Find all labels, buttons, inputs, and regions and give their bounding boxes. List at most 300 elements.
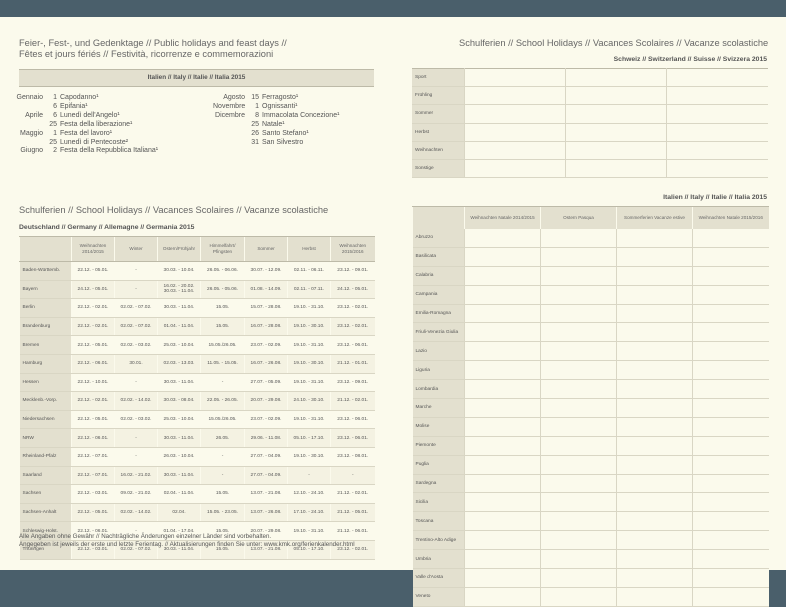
region-name: Toscana (413, 512, 465, 531)
region-name: Emilia-Romagna (413, 304, 465, 323)
switzerland-subtitle: Schweiz // Switzerland // Suisse // Svizzera 2015 (613, 56, 767, 63)
entry-cell[interactable] (541, 285, 617, 304)
holiday-range: 26.05. - 06.06. (201, 262, 245, 281)
entry-cell[interactable] (693, 323, 769, 342)
entry-cell[interactable] (465, 247, 541, 266)
entry-cell[interactable] (565, 141, 666, 159)
table-row (20, 280, 375, 299)
entry-cell[interactable] (617, 493, 693, 512)
holiday-range: 27.07. - 04.09. (245, 447, 288, 466)
table-row (20, 466, 375, 485)
holiday-range: 19.10. - 30.10. (288, 354, 331, 373)
table-row (413, 587, 769, 606)
table-row (412, 69, 768, 87)
entry-cell[interactable] (541, 323, 617, 342)
entry-cell[interactable] (617, 455, 693, 474)
holiday-range: 21.12. - 02.01. (331, 392, 375, 411)
entry-cell[interactable] (617, 229, 693, 247)
holiday-range: 22.12. - 06.01. (72, 522, 115, 541)
holiday-range: 19.10. - 31.10. (288, 522, 331, 541)
entry-cell[interactable] (617, 474, 693, 493)
state-name: Mecklenb.-Vorp. (20, 392, 72, 411)
entry-cell[interactable] (693, 229, 769, 247)
entry-cell[interactable] (617, 380, 693, 399)
holiday-range: 12.10. - 24.10. (288, 485, 331, 504)
holiday-range: 02.11. - 07.11. (288, 280, 331, 299)
footnote-1: Alle Angaben ohne Gewähr // Nachträgliche Änderungen einzelner Länder sind vorbehalten. (19, 533, 272, 540)
entry-cell[interactable] (541, 550, 617, 569)
holiday-range: 15.05./26.05. (201, 336, 245, 355)
holiday-name: Lunedì dell'Angelo¹ (60, 111, 120, 119)
holiday-day: 6 (53, 102, 57, 110)
region-name: Umbria (413, 550, 465, 569)
holiday-range: 22.12. - 05.01. (72, 503, 115, 522)
holiday-range: 15.05. (201, 317, 245, 336)
state-name: Hessen (20, 373, 72, 392)
column-header: Sommer (245, 237, 288, 262)
entry-cell[interactable] (464, 123, 565, 141)
region-name: Molise (413, 417, 465, 436)
entry-cell[interactable] (693, 380, 769, 399)
state-name: Brandenburg (20, 317, 72, 336)
entry-cell[interactable] (541, 247, 617, 266)
column-header: Himmelfahrt/ Pfingsten (201, 237, 245, 262)
holiday-range: 01.08. - 14.09. (245, 280, 288, 299)
entry-cell[interactable] (666, 105, 768, 123)
entry-cell[interactable] (541, 455, 617, 474)
holiday-range: 30.03. - 11.04. (158, 429, 201, 448)
entry-cell[interactable] (617, 436, 693, 455)
entry-cell[interactable] (541, 304, 617, 323)
entry-cell[interactable] (693, 399, 769, 418)
holiday-name: Festa del lavoro¹ (60, 129, 113, 137)
holiday-range: 15.07. - 28.08. (245, 299, 288, 318)
state-name: Bayern (20, 280, 72, 299)
table-row (20, 354, 375, 373)
holiday-range: 02.02. - 14.02. (115, 392, 158, 411)
entry-cell[interactable] (465, 512, 541, 531)
holiday-range: 05.10. - 17.10. (288, 429, 331, 448)
entry-cell[interactable] (693, 304, 769, 323)
entry-cell[interactable] (465, 285, 541, 304)
region-name: Campania (413, 285, 465, 304)
holiday-month (213, 121, 245, 130)
region-name: Lombardia (413, 380, 465, 399)
table-row (20, 410, 375, 429)
holiday-range: 23.12. - 09.01. (331, 373, 375, 392)
holiday-item (11, 130, 158, 139)
entry-cell[interactable] (465, 361, 541, 380)
entry-cell[interactable] (617, 304, 693, 323)
entry-cell[interactable] (541, 229, 617, 247)
holiday-range: 30.03. - 11.04. (158, 373, 201, 392)
holiday-month: Dicembre (215, 111, 245, 119)
entry-cell[interactable] (541, 436, 617, 455)
table-row (413, 531, 769, 550)
column-header: Sommerferien Vacanze estive (617, 207, 693, 230)
holiday-range: 30.07. - 12.09. (245, 262, 288, 281)
entry-cell[interactable] (666, 141, 768, 159)
holiday-range: 23.12. - 02.01. (331, 317, 375, 336)
holiday-day: 1 (53, 129, 57, 137)
holiday-range: 02.04. - 11.04. (158, 485, 201, 504)
table-row (413, 474, 769, 493)
table-row (413, 455, 769, 474)
holiday-range: 22.12. - 07.01. (72, 466, 115, 485)
entry-cell[interactable] (617, 323, 693, 342)
holiday-range: 27.07. - 05.09. (245, 373, 288, 392)
entry-cell[interactable] (465, 323, 541, 342)
holiday-day: 25 (251, 120, 259, 128)
entry-cell[interactable] (465, 474, 541, 493)
holiday-range: 02.02. - 07.02. (115, 540, 158, 559)
holiday-range: - (201, 373, 245, 392)
holiday-range: 30.03. - 08.04. (158, 392, 201, 411)
entry-cell[interactable] (666, 87, 768, 105)
holiday-name: Capodanno¹ (60, 94, 99, 101)
entry-cell[interactable] (541, 417, 617, 436)
holiday-month: Gennaio (16, 94, 43, 101)
entry-cell[interactable] (693, 417, 769, 436)
state-name: Saarland (20, 466, 72, 485)
entry-cell[interactable] (565, 87, 666, 105)
table-row (413, 323, 769, 342)
holiday-range: 17.10. - 24.10. (288, 503, 331, 522)
entry-cell[interactable] (541, 399, 617, 418)
entry-cell[interactable] (617, 417, 693, 436)
entry-cell[interactable] (541, 342, 617, 361)
holiday-name: Immacolata Concezione¹ (262, 111, 340, 119)
table-row (413, 399, 769, 418)
holiday-range: 27.07. - 04.09. (245, 466, 288, 485)
holiday-range: 23.12. - 02.01. (331, 540, 375, 559)
holiday-range: 21.12. - 06.01. (331, 522, 375, 541)
entry-cell[interactable] (465, 417, 541, 436)
region-name: Veneto (413, 587, 465, 606)
entry-cell[interactable] (464, 105, 565, 123)
entry-cell[interactable] (693, 342, 769, 361)
state-name: Thüringen (20, 540, 72, 559)
holidays-title-line2: Fêtes et jours fériés // Festività, ricorrenze e commemorazioni (19, 49, 274, 59)
holiday-range: 22.05. - 26.05. (201, 392, 245, 411)
holiday-day: 6 (53, 111, 57, 119)
holiday-name: Festa della liberazione¹ (60, 120, 133, 128)
entry-cell[interactable] (465, 587, 541, 606)
table-row (413, 247, 769, 266)
entry-cell[interactable] (541, 474, 617, 493)
table-row (412, 141, 768, 159)
holiday-range: - (115, 280, 158, 299)
entry-cell[interactable] (617, 266, 693, 285)
entry-cell[interactable] (617, 361, 693, 380)
entry-cell[interactable] (693, 266, 769, 285)
table-row (413, 569, 769, 588)
entry-cell[interactable] (617, 531, 693, 550)
holiday-month: Giugno (20, 147, 43, 155)
entry-cell[interactable] (464, 159, 565, 177)
state-name: Niedersachsen (20, 410, 72, 429)
holiday-range: 30.01. (115, 354, 158, 373)
table-row (413, 417, 769, 436)
holiday-name: Ferragosto¹ (262, 94, 299, 101)
table-row (20, 392, 375, 411)
region-name: Marche (413, 399, 465, 418)
entry-cell[interactable] (565, 105, 666, 123)
holiday-name: Festa della Repubblica Italiana¹ (60, 147, 159, 155)
entry-cell[interactable] (693, 361, 769, 380)
holiday-range: 30.03. - 11.04. (158, 466, 201, 485)
holiday-month: Agosto (223, 94, 245, 101)
holiday-range: 02.02. - 07.02. (115, 317, 158, 336)
holiday-month: Aprile (25, 111, 43, 119)
holiday-range: 19.10. - 30.10. (288, 317, 331, 336)
entry-cell[interactable] (541, 493, 617, 512)
holiday-range: - (115, 522, 158, 541)
table-row (413, 342, 769, 361)
region-name: Sicilia (413, 493, 465, 512)
table-row (20, 485, 375, 504)
entry-cell[interactable] (541, 512, 617, 531)
holiday-range: - (115, 262, 158, 281)
entry-cell[interactable] (465, 493, 541, 512)
italy-holidays-list-left (11, 94, 158, 156)
entry-cell[interactable] (465, 399, 541, 418)
holiday-item (11, 121, 158, 130)
holiday-range: 23.07. - 02.09. (245, 410, 288, 429)
entry-cell[interactable] (617, 512, 693, 531)
entry-cell[interactable] (693, 493, 769, 512)
table-row (20, 373, 375, 392)
holiday-range: 02.02. - 14.02. (115, 503, 158, 522)
region-name: Sardegna (413, 474, 465, 493)
region-name: Abruzzo (413, 229, 465, 247)
holiday-name: Santo Stefano¹ (262, 129, 309, 137)
holiday-day: 31 (251, 138, 259, 146)
holiday-range: 22.12. - 05.01. (72, 410, 115, 429)
table-row (413, 229, 769, 247)
entry-cell[interactable] (617, 569, 693, 588)
holiday-range: 16.07. - 26.08. (245, 354, 288, 373)
entry-cell[interactable] (666, 69, 768, 87)
holiday-range: 13.07. - 21.08. (245, 540, 288, 559)
season-label: Frühling (412, 87, 464, 105)
holiday-day: 1 (255, 102, 259, 110)
entry-cell[interactable] (565, 69, 666, 87)
holiday-item (213, 139, 339, 148)
holidays-title-line1: Feier-, Fest-, und Gedenktage // Public holidays and feast days // (19, 38, 287, 48)
season-label: Sommer (412, 105, 464, 123)
region-name: Piemonte (413, 436, 465, 455)
entry-cell[interactable] (464, 141, 565, 159)
entry-cell[interactable] (465, 342, 541, 361)
table-row (413, 361, 769, 380)
italy-holidays-bar: Italien // Italy // Italie // Italia 2015 (19, 69, 374, 87)
holiday-month (213, 139, 245, 148)
table-row (413, 493, 769, 512)
entry-cell[interactable] (541, 569, 617, 588)
table-row (20, 503, 375, 522)
entry-cell[interactable] (693, 531, 769, 550)
table-row (20, 299, 375, 318)
entry-cell[interactable] (617, 342, 693, 361)
holiday-range: 02.03. - 13.03. (158, 354, 201, 373)
holiday-range: 22.12. - 02.01. (72, 299, 115, 318)
holiday-range: 02.04. (158, 503, 201, 522)
holiday-name: Natale¹ (262, 120, 285, 128)
table-row (20, 262, 375, 281)
holiday-range: 23.12. - 09.01. (331, 262, 375, 281)
entry-cell[interactable] (464, 69, 565, 87)
holiday-range: 22.12. - 07.01. (72, 447, 115, 466)
entry-cell[interactable] (617, 285, 693, 304)
table-row (412, 123, 768, 141)
holiday-month (213, 130, 245, 139)
entry-cell[interactable] (617, 399, 693, 418)
state-name: Schleswig-Holst. (20, 522, 72, 541)
entry-cell[interactable] (465, 304, 541, 323)
holiday-day: 25 (49, 138, 57, 146)
entry-cell[interactable] (541, 361, 617, 380)
entry-cell[interactable] (465, 531, 541, 550)
table-row (413, 304, 769, 323)
holiday-range: 23.12. - 06.01. (331, 410, 375, 429)
holiday-range: 02.02. - 07.02. (115, 299, 158, 318)
entry-cell[interactable] (693, 512, 769, 531)
holiday-range: - (115, 429, 158, 448)
table-row (412, 105, 768, 123)
entry-cell[interactable] (666, 159, 768, 177)
state-name: Baden-Württemb. (20, 262, 72, 281)
table-row (20, 317, 375, 336)
holiday-month (11, 121, 43, 130)
holiday-item (11, 139, 158, 148)
entry-cell[interactable] (465, 550, 541, 569)
entry-cell[interactable] (693, 436, 769, 455)
region-name: Valle d'Aosta (413, 569, 465, 588)
column-header: Ostern Pasqua (541, 207, 617, 230)
holiday-range: 30.03. - 10.04. (158, 262, 201, 281)
holiday-range: 29.06. - 11.08. (245, 429, 288, 448)
holiday-range: 20.07. - 29.08. (245, 392, 288, 411)
holiday-item (11, 147, 158, 156)
holiday-range: 23.12. - 02.01. (331, 299, 375, 318)
holiday-range: 02.02. - 03.02. (115, 410, 158, 429)
table-row (413, 512, 769, 531)
entry-cell[interactable] (693, 285, 769, 304)
entry-cell[interactable] (465, 455, 541, 474)
table-row (413, 550, 769, 569)
entry-cell[interactable] (464, 87, 565, 105)
entry-cell[interactable] (617, 247, 693, 266)
holiday-range: 16.07. - 28.08. (245, 317, 288, 336)
holiday-range: 26.03. - 10.04. (158, 447, 201, 466)
entry-cell[interactable] (465, 569, 541, 588)
table-row (413, 266, 769, 285)
state-name: Bremen (20, 336, 72, 355)
holiday-item (213, 103, 339, 112)
entry-cell[interactable] (541, 587, 617, 606)
table-row (413, 380, 769, 399)
entry-cell[interactable] (617, 550, 693, 569)
holiday-range: 19.10. - 31.10. (288, 373, 331, 392)
holiday-range: 23.12. - 06.01. (331, 336, 375, 355)
holiday-range: 22.12. - 02.01. (72, 317, 115, 336)
holiday-month: Novembre (213, 102, 246, 110)
entry-cell[interactable] (565, 123, 666, 141)
holiday-name: Epifania¹ (60, 102, 88, 110)
holiday-item (213, 130, 339, 139)
entry-cell[interactable] (617, 587, 693, 606)
region-name: Trentino-Alto Adige (413, 531, 465, 550)
entry-cell[interactable] (565, 159, 666, 177)
entry-cell[interactable] (693, 587, 769, 606)
holiday-range: 15.05. (201, 299, 245, 318)
table-row (412, 159, 768, 177)
holiday-range: 24.10. - 30.10. (288, 392, 331, 411)
region-name: Puglia (413, 455, 465, 474)
holiday-range: 21.12. - 05.01. (331, 503, 375, 522)
holiday-range: 22.12. - 06.01. (72, 429, 115, 448)
table-row (20, 447, 375, 466)
holiday-range: 21.12. - 01.01. (331, 354, 375, 373)
entry-cell[interactable] (541, 266, 617, 285)
state-name: Hamburg (20, 354, 72, 373)
state-name: Rheinland-Pfalz (20, 447, 72, 466)
entry-cell[interactable] (666, 123, 768, 141)
entry-cell[interactable] (693, 550, 769, 569)
holiday-name: San Silvestro (262, 138, 304, 146)
entry-cell[interactable] (693, 474, 769, 493)
region-name: Basilicata (413, 247, 465, 266)
entry-cell[interactable] (541, 531, 617, 550)
entry-cell[interactable] (465, 229, 541, 247)
holiday-range: 15.05. - 23.05. (201, 503, 245, 522)
entry-cell[interactable] (541, 380, 617, 399)
holiday-range: 24.12. - 05.01. (72, 280, 115, 299)
holiday-range: 02.02. - 03.02. (115, 336, 158, 355)
table-row (413, 436, 769, 455)
state-name: NRW (20, 429, 72, 448)
column-header: Herbst (288, 237, 331, 262)
holiday-range: 22.12. - 03.01. (72, 540, 115, 559)
state-name: Berlin (20, 299, 72, 318)
season-label: Sport (412, 69, 464, 87)
holiday-range: 23.12. - 08.01. (331, 447, 375, 466)
holiday-range: 22.12. - 05.01. (72, 336, 115, 355)
holiday-range: 15.05. (201, 485, 245, 504)
region-name: Lazio (413, 342, 465, 361)
holiday-range: 24.12. - 05.01. (331, 280, 375, 299)
holiday-range: 09.02. - 21.02. (115, 485, 158, 504)
column-header: Winter (115, 237, 158, 262)
holiday-item (11, 94, 158, 103)
holiday-range: 05.10. - 17.10. (288, 540, 331, 559)
right-school-title: Schulferien // School Holidays // Vacances Scolaires // Vacanze scolastiche (459, 38, 769, 48)
region-name: Friuli-Venezia Giulia (413, 323, 465, 342)
holiday-range: 02.11. - 06.11. (288, 262, 331, 281)
holiday-range: 19.10. - 31.10. (288, 299, 331, 318)
entry-cell[interactable] (465, 380, 541, 399)
holiday-range: 30.03. - 11.04. (158, 540, 201, 559)
entry-cell[interactable] (693, 247, 769, 266)
holiday-range: 26.05. (201, 429, 245, 448)
entry-cell[interactable] (465, 266, 541, 285)
table-row (20, 429, 375, 448)
entry-cell[interactable] (693, 569, 769, 588)
entry-cell[interactable] (693, 455, 769, 474)
holiday-range: 30.03. - 11.04. (158, 299, 201, 318)
entry-cell[interactable] (465, 436, 541, 455)
